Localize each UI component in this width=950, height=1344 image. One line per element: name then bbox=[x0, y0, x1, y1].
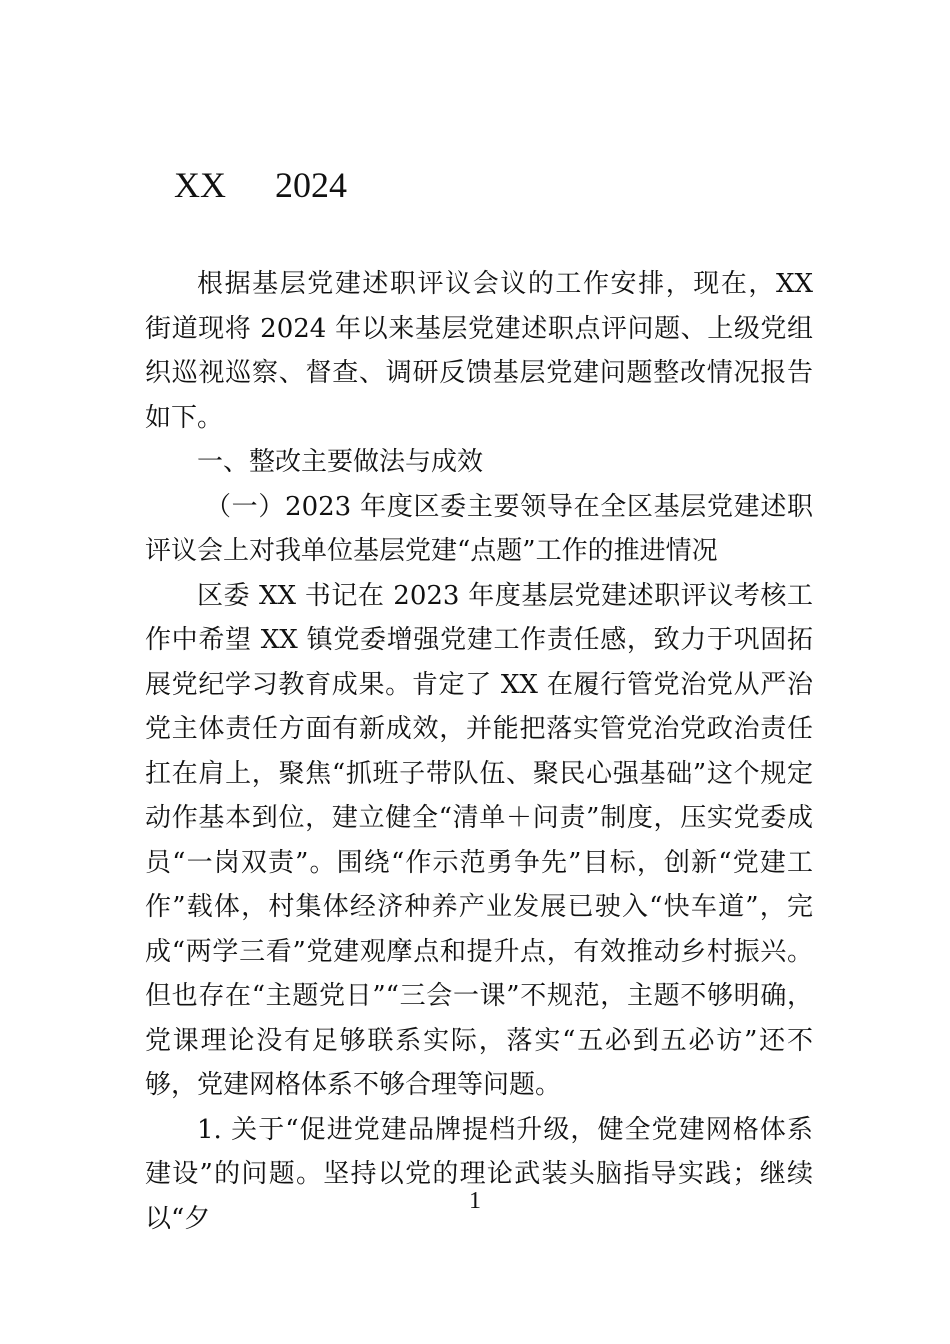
intro-paragraph: 根据基层党建述职评议会议的工作安排，现在，XX 街道现将 2024 年以来基层党建述职点评问题、上级党组织巡视巡察、督查、调研反馈基层党建问题整改情况报告如下。 bbox=[145, 269, 813, 433]
subsection-heading: （一）2023 年度区委主要领导在全区基层党建述职评议会上对我单位基层党建“点题”工作的推进情况 bbox=[145, 491, 813, 566]
document-body bbox=[145, 262, 813, 1241]
page-number: 1 bbox=[469, 1188, 481, 1214]
document-title bbox=[0, 160, 950, 210]
title-org: XX bbox=[174, 165, 226, 205]
section-heading: 一、整改主要做法与成效 bbox=[197, 447, 484, 477]
body-paragraph: 区委 XX 书记在 2023 年度基层党建述职评议考核工作中希望 XX 镇党委增强党建工作责任感，致力于巩固拓展党纪学习教育成果。肯定了 XX 在履行管党治党从严治党主体责任方面有新成效，并能把落实管党治党政治责任扛在肩上，聚焦“抓班子带队伍、聚民心强基础”这个规定动作基本到位，建立健全“清单＋问责”制度，压实党委成员“一岗双责”。围绕“作示范勇争先”目标，创新“党建工作”载体，村集体经济种养产业发展已驶入“快车道”，完成“两学三看”党建观摩点和提升点，有效推动乡村振兴。但也存在“主题党日”“三会一课”不规范，主题不够明确，党课理论没有足够联系实际，落实“五必到五必访”还不够，党建网格体系不够合理等问题。 bbox=[145, 580, 813, 1100]
item-paragraph: 1. 关于“促进党建品牌提档升级，健全党建网格体系建设”的问题。坚持以党的理论武装头脑指导实践；继续以“夕 bbox=[145, 1114, 813, 1234]
title-year: 2024 bbox=[275, 165, 347, 205]
